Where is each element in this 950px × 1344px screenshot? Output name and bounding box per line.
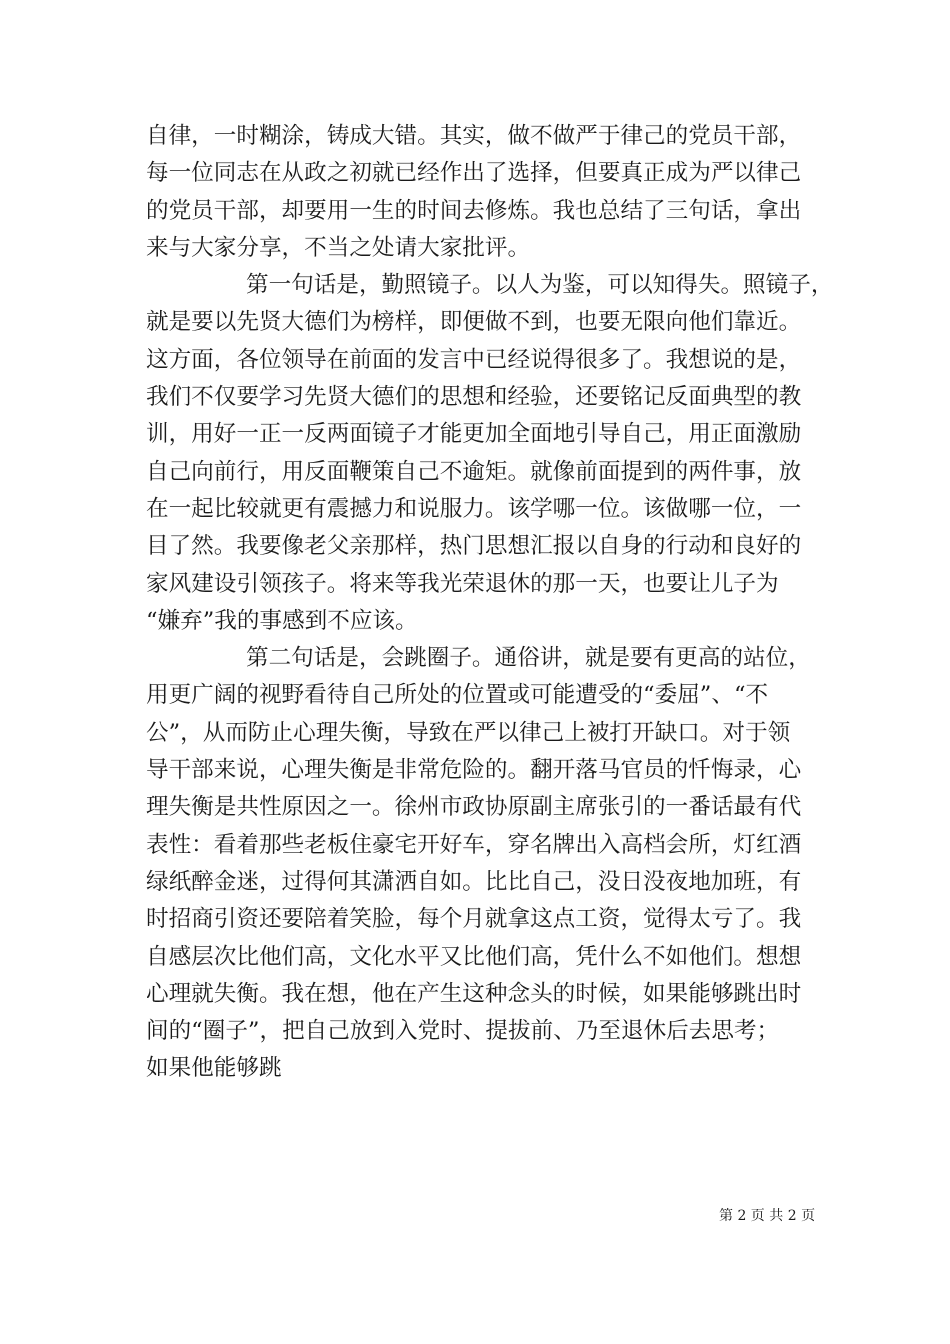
- text-line: 间的“圈子”，把自己放到入党时、提拔前、乃至退休后去思考；: [146, 1018, 780, 1045]
- text-line: 自律，一时糊涂，铸成大错。其实，做不做严于律己的党员干部，: [146, 123, 802, 149]
- text-line: 用更广阔的视野看待自己所处的位置或可能遭受的“委屈”、“不: [146, 682, 769, 709]
- text-line: 的党员干部，却要用一生的时间去修炼。我也总结了三句话，拿出: [146, 197, 802, 224]
- text-line: 导干部来说，心理失衡是非常危险的。翻开落马官员的忏悔录，心: [146, 757, 802, 784]
- text-line: 就是要以先贤大德们为榜样，即便做不到，也要无限向他们靠近。: [146, 309, 802, 336]
- text-line: 表性：看着那些老板住豪宅开好车，穿名牌出入高档会所，灯红酒: [146, 831, 802, 858]
- text-line: 目了然。我要像老父亲那样，热门思想汇报以自身的行动和良好的: [146, 533, 802, 560]
- text-line: 第一句话是，勤照镜子。以人为鉴，可以知得失。照镜子，: [246, 272, 834, 299]
- text-line: 在一起比较就更有震撼力和说服力。该学哪一位。该做哪一位，一: [146, 495, 802, 522]
- text-line: “嫌弃”我的事感到不应该。: [146, 607, 418, 634]
- paragraph-3: [146, 640, 836, 1088]
- text-line: 公”，从而防止心理失衡，导致在严以律己上被打开缺口。对于领: [146, 719, 791, 746]
- text-line: 我们不仅要学习先贤大德们的思想和经验，还要铭记反面典型的教: [146, 384, 802, 411]
- text-line: 理失衡是共性原因之一。徐州市政协原副主席张引的一番话最有代: [146, 794, 802, 821]
- text-line: 每一位同志在从政之初就已经作出了选择，但要真正成为严以律己: [146, 160, 802, 187]
- text-line: 家风建设引领孩子。将来等我光荣退休的那一天，也要让儿子为: [146, 570, 779, 597]
- text-line: 自己向前行，用反面鞭策自己不逾矩。就像前面提到的两件事，放: [146, 458, 802, 485]
- page-number-footer: 第 2 页 共 2 页: [719, 1208, 816, 1224]
- text-line: 这方面，各位领导在前面的发言中已经说得很多了。我想说的是，: [146, 346, 802, 373]
- paragraph-2: [146, 267, 836, 640]
- text-line: 绿纸醉金迷，过得何其潇洒自如。比比自己，没日没夜地加班，有: [146, 868, 802, 895]
- text-line: 时招商引资还要陪着笑脸，每个月就拿这点工资，觉得太亏了。我: [146, 906, 802, 933]
- paragraph-1: [146, 118, 836, 267]
- text-line: 训，用好一正一反两面镜子才能更加全面地引导自己，用正面激励: [146, 421, 802, 448]
- document-body: [146, 118, 836, 1088]
- text-line: 心理就失衡。我在想，他在产生这种念头的时候，如果能够跳出时: [146, 980, 802, 1007]
- text-line: 第二句话是，会跳圈子。通俗讲，就是要有更高的站位，: [246, 645, 811, 672]
- text-line: 如果他能够跳: [146, 1055, 282, 1082]
- text-line: 自感层次比他们高，文化水平又比他们高，凭什么不如他们。想想: [146, 943, 802, 970]
- text-line: 来与大家分享，不当之处请大家批评。: [146, 234, 531, 261]
